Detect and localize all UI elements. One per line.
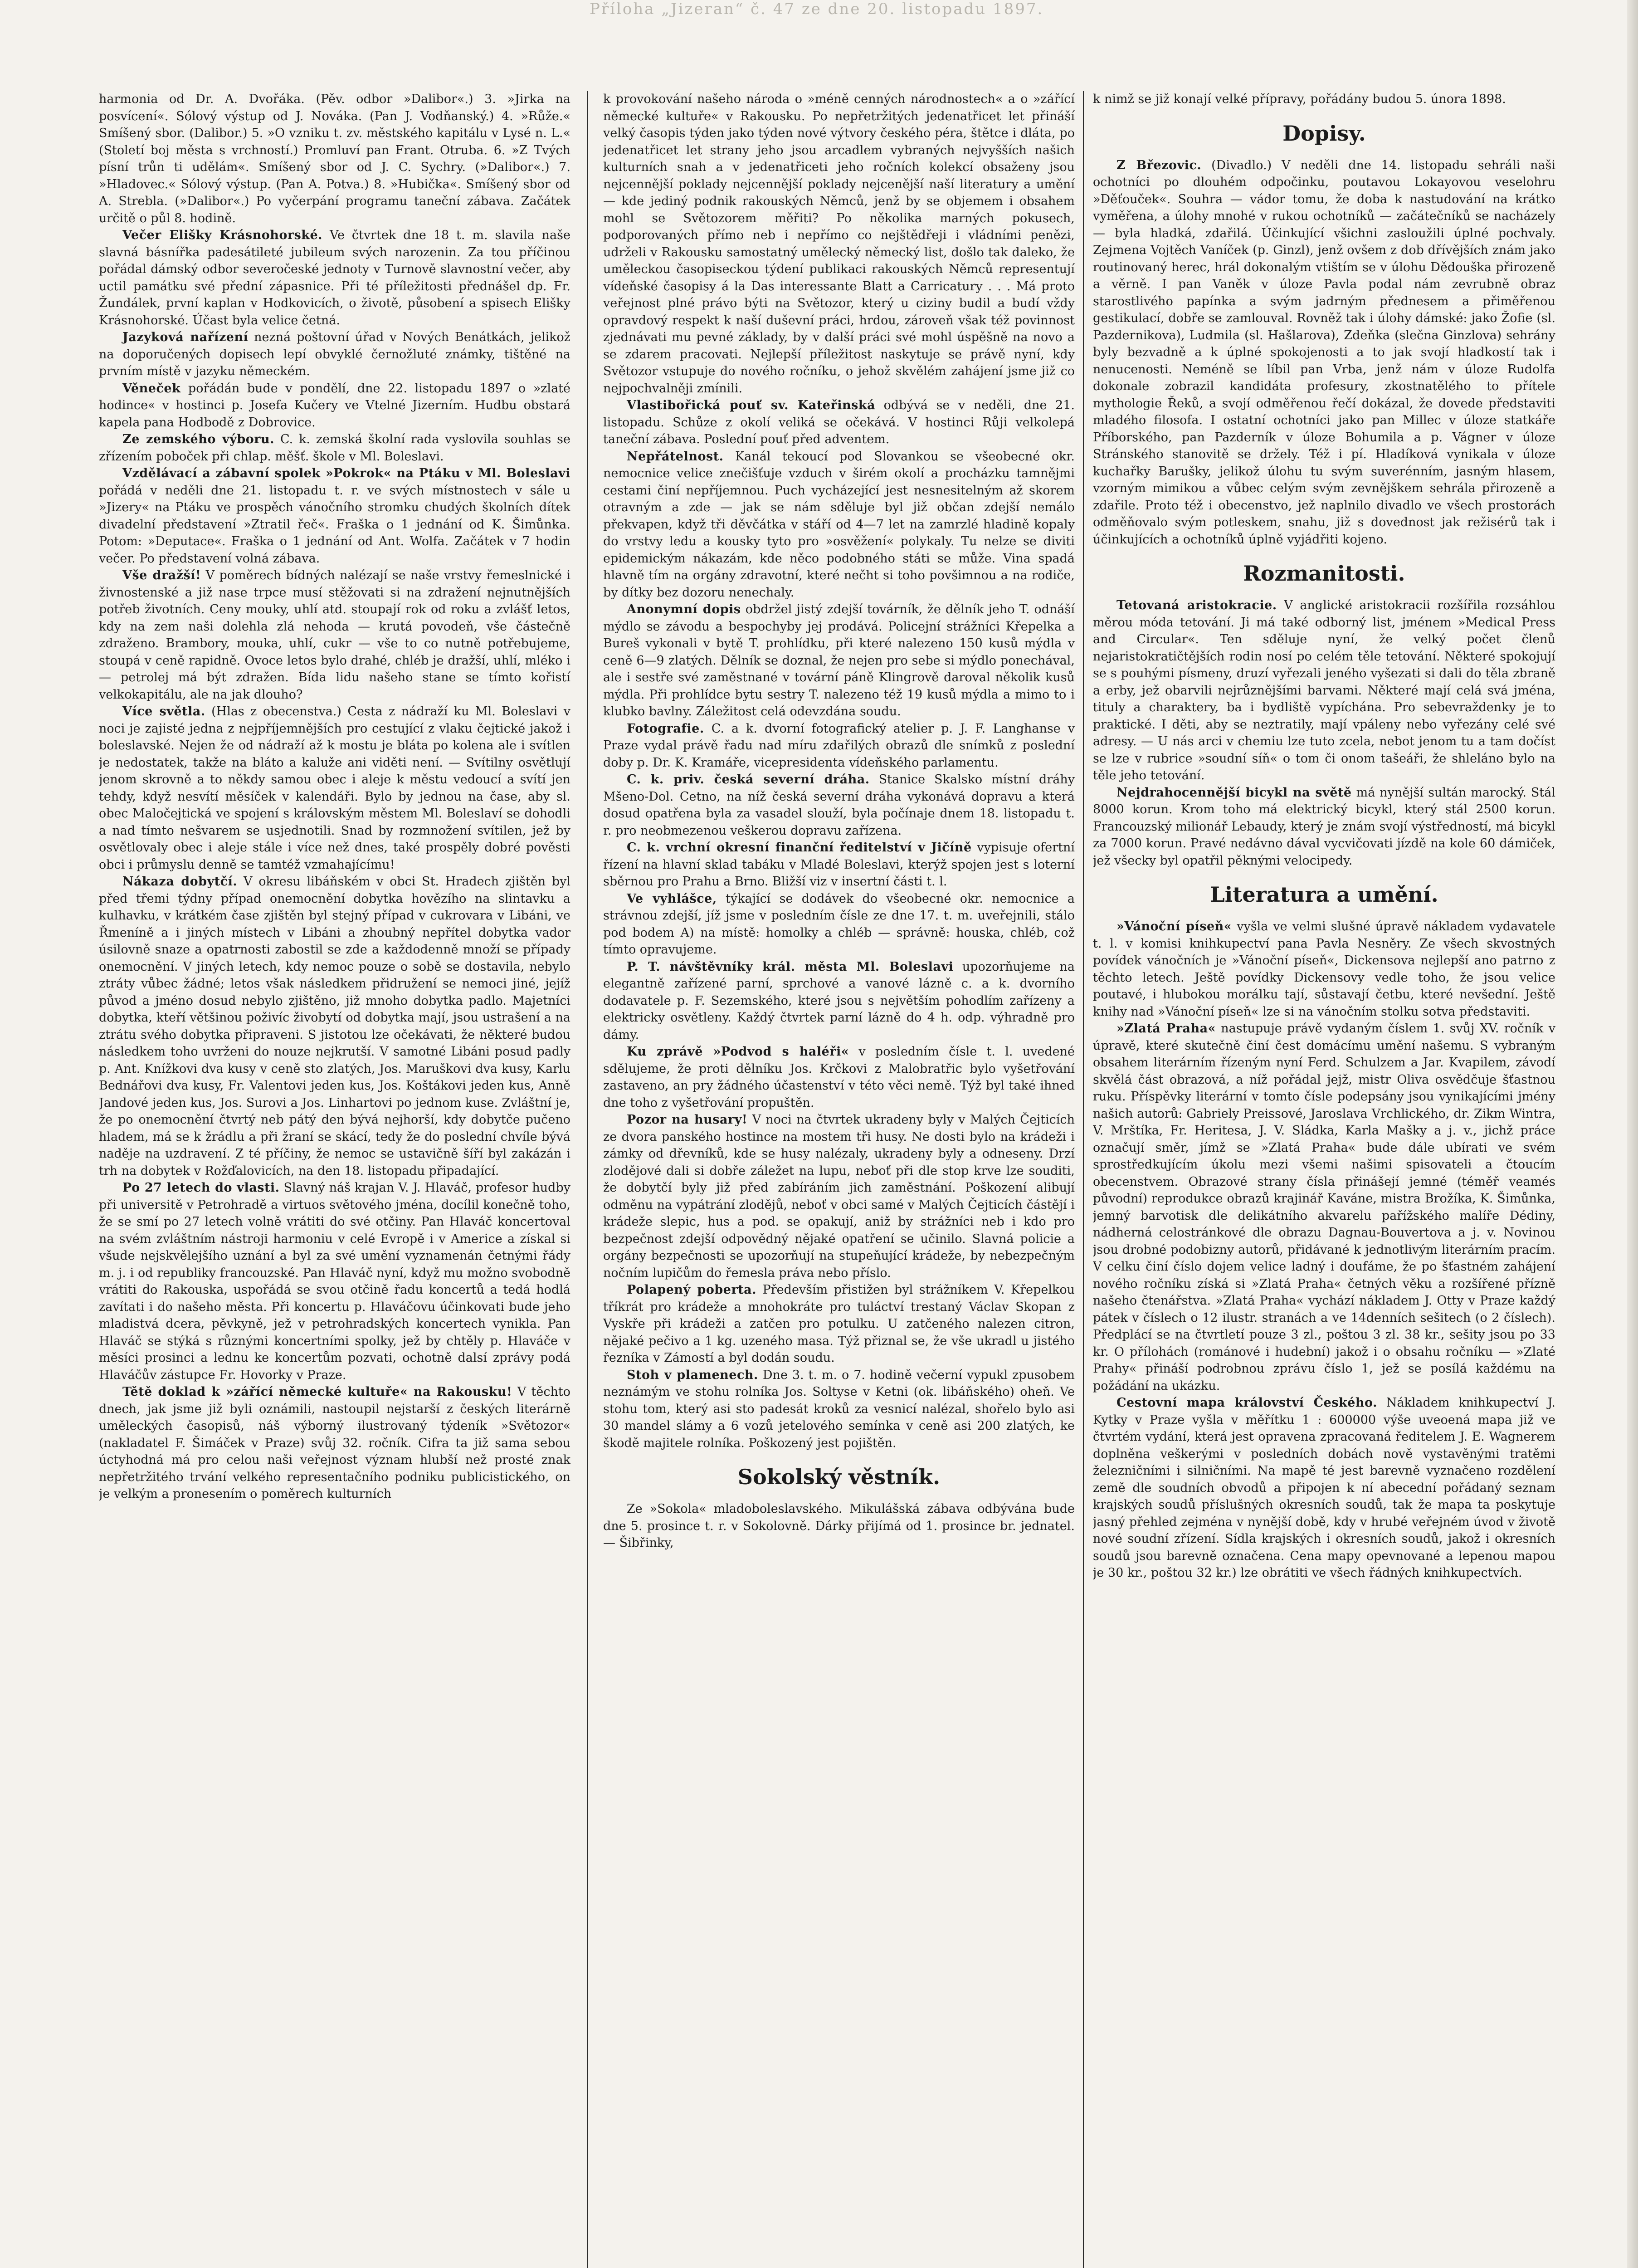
article-text: upozorňujeme na elegantně zařízené parní, sprchové a vanové lázně c. a k. dvorního dodavatele p. F. Sezemského, které jsou s největším pohodlím zařízeny a elektricky osvětleny. Každý čtvrtek parní lázně do 4 h. odp. výhradně pro dámy. — [603, 959, 1075, 1042]
article-paragraph — [1093, 784, 1555, 870]
article-text: V anglické aristokracii rozšířila rozsáhlou měrou móda tetování. Ji má také odborný list, jménem »Medical Press and Circular«. Ten sděluje nyní, že velký počet členů nejaristokratičtějších rodin nosí po celém těle tetování. Některé spokojují se s pouhými písmeny, druzí vyřezali jeného vyšezati si dali do těla zbraně a erby, jež obarvili nejrůznějšími barvami. Některé mají celá svá jména, tituly a charaktery, ba i bydliště vypíchána. Pro sebevraždenky je to praktické. I děti, aby se neztratily, mají vpáleny nebo vyřezány celé své adresy. — U nás arci v chemiu lze tuto zcela, nebot jenom tu a tam dočíst se lze v rubrice »soudní síň« o tom či onom tašeáři, že shleláno bylo na těle jeho tetování. — [1093, 598, 1555, 782]
article-paragraph — [603, 91, 1075, 397]
article-headline: C. k. vrchní okresní finanční ředitelství v Jičíně — [627, 841, 972, 855]
section-heading: Rozmanitosti. — [1243, 561, 1405, 586]
article-headline: »Vánoční píseň« — [1116, 919, 1232, 934]
article-paragraph — [603, 958, 1075, 1044]
article-headline: Anonymní dopis — [627, 602, 741, 616]
section-heading: Literatura a umění. — [1210, 882, 1438, 907]
article-paragraph — [603, 1043, 1075, 1111]
article-headline: Vzdělávací a zábavní spolek »Pokrok« na Ptáku v Ml. Boleslavi — [122, 466, 570, 480]
article-paragraph — [603, 1367, 1075, 1452]
article-headline: Ze zemského výboru. — [122, 432, 275, 446]
article-headline: Ku zprávě »Podvod s haléři« — [627, 1045, 849, 1059]
article-text: k provokování našeho národa o »méně cenných národnostech« a o »zářící německé kultuře« v Rakousku. Po nepřetržitých jedenatřicet let přináší velký časopis týden jako týden nové výtvory českého péra, štětce i dláta, po jedenatřicet let strany jeho jsou arcadlem vybraných nejvyšších našich kulturních snah a v jedenatřiceti jeho ročních kolekcí obsaženy jsou nejcennější poklady nejcennější poklady nejcenější naší literatury a umění — kde jediný podnik rakouských Němců, jenž by se objemem i obsahem mohl se Světozorem měřiti? Po několika marných pokusech, podporovaných přímo neb i nepřímo co nejštědřeji i vládními penězi, udrželi v Rakousku samostatný umělecký německý list, došlo tak daleko, že uměleckou časopiseckou týdení publikaci rakouských Němců representují vídeňské časopisy á la Das interessante Blatt a Carricatury . . . Má proto veřejnost plné právo býti na Světozor, který u ciziny budil a budí vždy opravdový respekt k naší duševní práci, hrdou, zároveň však též povinnost zjednávati mu pevné základy, by v další práci své mohl úspěšně na novo a se zdarem pracovati. Nejlepší příležitost naskytuje se právě nyní, kdy Světozor vstupuje do nového ročníku, o jehož skvělém zahájení jsme již co nejpochvalněji zmínili. — [603, 92, 1075, 396]
article-text: vyšla ve velmi slušné úpravě nákladem vydavatele t. l. v komisi knihkupectví pana Pavla Nesněry. Ze všech skvostných povídek vánočních je »Vánoční píseň«, Dickensova nejlepší ano patrno z těchto letech. Ještě povídky Dickensovy vedle toho, že jsou velice poutavé, i hlubokou morálku tají, sůstavají četbu, které nevšední. Ještě knihy nad »Vánoční píseň« lze si na vánočním stolku sotva představiti. — [1093, 919, 1555, 1019]
article-paragraph — [99, 380, 570, 431]
article-headline: Stoh v plamenech. — [627, 1368, 758, 1382]
article-paragraph — [603, 1111, 1075, 1281]
article-text: nezná poštovní úřad v Nových Benátkách, jelikož na doporučených dopisech lepí obvyklé černožluté známky, tištěné na prvním místě v jazyku německém. — [99, 330, 570, 378]
article-headline: Nákaza dobytčí. — [122, 875, 238, 889]
article-text: Nákladem knihkupectví J. Kytky v Praze vyšla v měřítku 1 : 600000 výše uveoená mapa již ve čtvrtém vydání, která jest opravena zpracovaná ředitelem J. E. Wagnerem doplněna veškerými v posledních dobách nově vystavěnými tratěmi železničními i silničními. Na mapě té jest barevně vyznačeno rozdělení země dle soudních obvodů a připojen k ní abecední pořádaný seznam krajských soudů příslušných okresních soudů, tak že mapa ta poskytuje jasný přehled zejména v nynější době, kdy v hrubé veřejném úvod v životě nové soudní zřízení. Sídla krajských i okresních soudů, jakož i okresních soudů jsou barevně označena. Cena mapy opevnované a lepenou mapou je 30 kr., poštou 32 kr.) lze obrátiti ve všech řádných knihkupectvích. — [1093, 1396, 1555, 1580]
column-rule — [587, 91, 588, 2268]
article-text: V poměrech bídných nalézají se naše vrstvy řemeslnické i živnostenské a již nase trpce musí stěžovati si na zdražení nejnutnějších potřeb životních. Ceny mouky, uhlí atd. stoupají rok od roku a zvlášť letos, kdy na zem naši dolehla zlá nehoda — krutá povodeň, vše částečně zdraženo. Brambory, mouka, uhlí, cukr — vše to co nutně potřebujeme, stoupá v ceně rapidně. Ovoce letos bylo drahé, chléb je dražší, uhlí, mléko i — petrolej má být zdražen. Bída lidu našeho stane se tímto kořistí velkokapitálu, ale na jak dlouho? — [99, 568, 570, 702]
article-paragraph — [603, 720, 1075, 772]
article-text: pořádán bude v pondělí, dne 22. listopadu 1897 o »zlaté hodince« v hostinci p. Josefa Kučery ve Vtelné Jizerním. Hudbu obstará kapela pana Hodbodě z Dobrovice. — [99, 381, 570, 430]
article-paragraph — [99, 91, 570, 227]
article-headline: P. T. návštěvníky král. města Ml. Boleslavi — [627, 959, 954, 974]
article-text: V těchto dnech, jak jsme již byli oznámili, nastoupil nejstarší z českých literárně uměleckých časopisů, náš výborný ilustrovaný týdeník »Světozor« (nakladatel F. Šimáček v Praze) svůj 32. ročník. Cifra ta již sama sebou úctyhodná má pro celou naši veřejnost význam hlubší než prosté znak nepřetržitého trvání velkého representačního podniku publicistického, on je velkým a pronesením o poměrech kulturních — [99, 1385, 570, 1501]
article-text: Slavný náš krajan V. J. Hlaváč, profesor hudby při universitě v Petrohradě a virtuos světového jména, docílil konečně toho, že se smí po 27 letech volně vrátiti do své otčiny. Pan Hlaváč koncertoval na svém zvláštním nástroji harmoniu v celé Evropě i v Americe a získal si všude nejskvělejšího uznání a byl za své umění vyznamenán četnými řády m. j. i od republiky francouzské. Pan Hlaváč nyní, když mu možno svobodně vrátiti do Rakouska, uspořádá se svou otčině řadu koncertů a tedá hodlá zavítati i do našeho města. Při koncertu p. Hlaváčovu účinkovati bude jeho mladistvá dcera, pěvkyně, jež v petrohradských koncertech vynikla. Pan Hlaváč se stýká s různými koncertními spolky, jež by chtěly p. Hlaváče v měsíci prosinci a lednu ke koncertům pozvati, ochotně dalsí zprávy podá Hlaváčův zástupce Fr. Hovorky v Praze. — [99, 1181, 570, 1382]
article-headline: Tětě doklad k »zářící německé kultuře« na Rakousku! — [122, 1385, 512, 1399]
column-right — [1093, 91, 1555, 2232]
article-paragraph — [1093, 1020, 1555, 1394]
column-rule — [1083, 91, 1084, 2268]
article-paragraph — [603, 397, 1075, 448]
article-headline: »Zlatá Praha« — [1116, 1022, 1216, 1036]
article-text: obdržel jistý zdejší továrník, že dělník jeho T. odnáší mýdlo se závodu a bespochyby jej prodává. Policejní strážníci Křepelka a Bureš vykonali v bytě T. prohlídku, při které nalezeno 150 kusů mýdla v ceně 6—9 zlatých. Dělník se doznal, že nejen pro sebe si mýdlo ponechával, ale i sestře své zaměstnané v tovární páně Klingrově daroval několik kusů mýdla. Při prohlídce bytu sestry T. nalezeno též 19 kusů mýdla a mimo to i klubko bavlny. Záležitost celá odevzdána soudu. — [603, 602, 1075, 719]
article-paragraph — [99, 329, 570, 380]
article-paragraph — [99, 431, 570, 465]
article-text: odbývá se v neděli, dne 21. listopadu. Schůze z okolí veliká se očekává. V hostinci Růji velkolepá taneční zábava. Poslední pouť před adventem. — [603, 398, 1075, 446]
article-paragraph — [603, 771, 1075, 839]
article-text: vypisuje ofertní řízení na hlavní sklad tabáku v Mladé Boleslavi, kterýž spojen jest s loterní sběrnou pro Prahu a Brno. Bližší viz v insertní části t. l. — [603, 841, 1075, 889]
article-text: (Divadlo.) V neděli dne 14. listopadu sehráli naši ochotníci po dlouhém odpočinku, poutavou Lokayovou veselohru »Děťouček«. Souhra — vádor tomu, že doba k nastudování na krátko vyměřena, a úlohy mnohé v rukou ochotníků — začátečníků se nacházely — byla hladká, zdařilá. Účinkující všichni zasloužili úplné pochvaly. Zejmena Vojtěch Vaníček (p. Ginzl), jenž ovšem z dob dřívějších znám jako routinovaný herec, hrál dokonalým vtištím se v úlohu Dědouška přirozeně a věrně. I pan Vaněk v úloze Pavla podal nám zevrubně obraz starostlivého papínka a svým jadrným přednesem a přiměřenou gestikulací, dobře se zamlouval. Rovněž tak i úlohy dámské: jako Žofie (sl. Pazdernikova), Ludmila (sl. Hašlarova), Zdeňka (slečna Ginzlova) sehrány byly bezvadně a k úplné spokojenosti a to jak svojí hladkostí tak i nenucenosti. Neméně se líbil pan Vrba, jenž nám v úloze Rudolfa dokonale zobrazil kandidáta profesury, zkostnatělého to přítele mythologie Řeků, a svojí odměřenou řečí dokázal, že dovede představiti mladého filosofa. I ostatní ochotníci jako pan Millec v úloze statkáře Příborského, pan Pazderník v úloze Bohumila a p. Vágner v úloze Stránského stanovitě se držely. Též i pí. Hladíková vynikala v úloze kuchařky Barušky, jelikož úlohu tu svým suverénním, jasným hlasem, vzorným mimikou a vůbec celým svým zevnějškem sehrála přirozeně a zdařile. Proto též i obecenstvo, jež naplnilo divadlo ve všech prostorách odměňovalo svým potleskem, snahu, již s dovednost jak režisérů tak i účinkujících a ochotníků úplně vyjádřiti kojeno. — [1093, 158, 1555, 547]
article-headline: Polapený poberta. — [627, 1283, 757, 1297]
article-text: má nynější sultán marocký. Stál 8000 korun. Krom toho má elektrický bicykl, který stál 2500 korun. Francouzský milionář Lebaudy, který je znám svojí výstředností, má bicykl za 7000 korun. Pravé nedávno dával vycvičovati jízdě na kole 60 dámiček, jež všecky byl opatřil pěknými velocipedy. — [1093, 785, 1555, 868]
article-text: v posledním čísle t. l. uvedené sdělujeme, že proti dělníku Jos. Krčkovi z Malobratřic bylo vyšetřování zastaveno, an pry žádného účastenství v této věci nemě. Týž byl také ihned dne toho z vyšetřování propuštěn. — [603, 1045, 1075, 1110]
article-headline: Ve vyhlášce, — [627, 891, 717, 906]
article-text: V okresu libáňském v obci St. Hradech zjištěn byl před třemi týdny případ onemocnění dobytka hovězího na slintavku a kulhavku, v krátkém čase zjištěn byl stejný případ v cukrovara v Libáni, ve Řmeníně a i jiných místech v Libáni a zhoubný nepřítel dobytka vador úsilovně snaze a opatrnosti zabostil se zde a každodenně množí se případy onemocnění. V jiných letech, kdy nemoc pouze o sobě se dostavila, nebylo ztráty vůbec žádné; letos však následkem přidružení se nemoci jiné, jejíž původ a jméno dosud nebylo zjištěno, již mnoho dobytka padlo. Majetníci dobytka, kteří většinou poživíc živobytí od dobytka mají, jsou ustrašení a na ztrátu svého dobytka připraveni. S jistotou lze očekávati, že některé budou následkem toho uvrženi do nouze nejkrutší. V samotné Libáni posud padly p. Ant. Knížkovi dva kusy v ceně sto zlatých, Jos. Maruškovi dva kusy, Karlu Bednářovi dva kusy, Fr. Valentovi jeden kus, Jos. Koštákovi jeden kus, Anně Jandové jeden kus, Jos. Surovi a Jos. Linhartovi po jednom kuse. Zvláštní je, že po onemocnění čtvrtý neb pátý den bývá nejhorší, kdy dobytče pučeno hladem, má se k žrádlu a při žraní se skácí, tedy že do poslední chvíle bývá naděje na uzdravení. Z té příčiny, že nemoc se ustavičně šíří byl zakázán i trh na dobytek v Rožďalovicích, na den 18. listopadu připadající. — [99, 875, 570, 1178]
article-headline: Fotografie. — [627, 721, 704, 736]
article-text: Ze »Sokola« mladoboleslavského. Mikulášská zábava odbývána bude dne 5. prosince t. r. v Sokolovně. Dárky přijímá od 1. prosince br. jednatel. — Šibřinky, — [603, 1502, 1075, 1550]
article-paragraph — [99, 703, 570, 873]
article-paragraph — [603, 890, 1075, 958]
article-text: Především přistižen byl strážníkem V. Křepelkou tříkrát pro krádeže a mnohokráte pro tuláctví trestaný Václav Skopan z Vyskře při krádeži a zatčen pro potulku. U zatčeného nalezen citron, nějaké pečivo a 1 kg. uzeného masa. Týž přiznal se, že vše ukradl u jistého řezníka v Zámostí a byl dodán soudu. — [603, 1283, 1075, 1365]
show-through-header: Příloha „Jizeran“ č. 47 ze dne 20. listopadu 1897. — [590, 0, 1044, 18]
article-text: harmonia od Dr. A. Dvořáka. (Pěv. odbor »Dalibor«.) 3. »Jirka na posvícení«. Sólový výstup od J. Nováka. (Pan J. Vodňanský.) 4. »Růže.« Smíšený sbor. (Dalibor.) 5. »O vzniku t. zv. městského kapitálu v Lysé n. L.« (Století boj města s vrchností.) Promluví pan Frant. Otruba. 6. »Z Tvých písní trůn ti udělám«. Smíšený sbor od J. C. Sychry. (»Dalibor«.) 7. »Hladovec.« Sólový výstup. (Pan A. Potva.) 8. »Hubička«. Smíšený sbor od A. Strebla. (»Dalibor«.) Po vyčerpání programu taneční zábava. Začátek určitě o půl 8. hodině. — [99, 92, 570, 225]
article-paragraph — [1093, 918, 1555, 1020]
article-paragraph — [1093, 1394, 1555, 1582]
section-heading: Dopisy. — [1282, 121, 1366, 146]
page-edge — [1627, 0, 1638, 2268]
article-headline: Vše dražší! — [122, 568, 201, 582]
article-text: k nimž se již konají velké přípravy, pořádány budou 5. února 1898. — [1093, 92, 1506, 106]
article-headline: Po 27 letech do vlasti. — [122, 1181, 280, 1195]
column-left — [99, 91, 570, 2268]
article-text: Dne 3. t. m. o 7. hodině večerní vypukl zpusobem neznámým ve stohu rolníka Jos. Soltyse v Ketni (ok. libáňského) oheň. Ve stohu tom, který asi sto padesát kroků za vesnicí nalézal, shořelo bylo asi 30 mandel slámy a 6 vozů jetelového semínka v ceně asi 200 zlatých, ke škodě majitele rolníka. Poškozený jest pojištěn. — [603, 1368, 1075, 1450]
article-paragraph — [99, 567, 570, 703]
article-text: C. k. zemská školní rada vyslovila souhlas se zřízením poboček při chlap. měšť. škole v Ml. Boleslavi. — [99, 432, 570, 464]
article-paragraph — [603, 1281, 1075, 1367]
article-paragraph — [99, 1179, 570, 1383]
article-headline: Nepřátelnost. — [627, 449, 724, 464]
article-headline: Jazyková nařízení — [122, 330, 249, 344]
article-text: nastupuje právě vydaným číslem 1. svůj XV. ročník v úpravě, které skutečně činí čest domácímu umění našemu. S vybraným obsahem literárním řízeným nyní Ferd. Schulzem a Jar. Kvapilem, závodí skvělá část obrazová, a níž pořádal jejž, mistr Oliva osvědčuje šťastnou ruku. Příspěvky literární v tomto čísle podepsány jsou vynikajícími jmény našich autorů: Gabriely Preissové, Jaroslava Vrchlického, dr. Zikm Wintra, V. Mrštíka, Fr. Heritesa, J. V. Sládka, Karla Mašky a j. v., jichž práce označují směr, jímž se »Zlatá Praha« bude dále ubírati ve svém sprostředkujícím úkolu mezi všemi našimi spisovateli a čtoucím obecenstvem. Obrazové strany čísla přinášejí jemné (téměř veamés původní) reprodukce obrazů krajinář Kaváne, mistra Brožíka, K. Šimůnka, jemný barvotisk dle delikátního akvarelu pařížského malíře Dédiny, nádherná celostránkové dle obrazu Dagnau-Bouvertova a j. v. Novinou jsou drobné podobizny autorů, přidávané k jednotlivým literárním pracím. V celku činí číslo dojem velice ladný i doufáme, že po šťastném zahájení nového ročníku získá si »Zlatá Praha« četných věku a rozšířené přízně našeho čtenářstva. »Zlatá Praha« vychází nákladem J. Otty v Praze každý pátek v číslech o 12 ilustr. stranách a ve 14denních sešitech (o 2 číslech). Předplácí se na čtvrtletí pouze 3 zl., poštou 3 zl. 38 kr., sešity jsou po 33 kr. O přílohách (románové i hudební) jakož i o obsahu ročníku — »Zlaté Prahy« přináší podrobnou zprávu číslo 1, jež se posílá každému na požádání na ukázku. — [1093, 1022, 1555, 1393]
article-headline: Tetovaná aristokracie. — [1116, 598, 1277, 612]
article-text: (Hlas z obecenstva.) Cesta z nádraží ku Ml. Boleslavi v noci je zajisté jedna z nejpříjemnějších pro cestující z vlaku čejtické jakož i boleslavské. Nejen že od nádraží až k mostu je bláta po kolena ale i svítlen je nedostatek, takže na bláto a kaluže ani viděti není. — Svítilny osvětlují jenom skrovně a to někdy samou obec i aleje k městu vedoucí a svítí jen tehdy, když nesvítí měsíček v kalendáři. Bylo by jednou na čase, aby sl. obec Maločejtická ve spojení s královským městem Ml. Boleslaví se dohodli a nad tímto nešvarem se usjednotili. Snad by rozmnožení svítilen, jež by osvětlovaly obec i aleje stále i více než dnes, také prospěly dobré pověsti obci i průmyslu denně se tamtéž vzmahajícímu! — [99, 704, 570, 872]
article-paragraph — [603, 839, 1075, 890]
article-headline: Nejdrahocennější bicykl na světě — [1116, 785, 1352, 800]
article-paragraph — [603, 1501, 1075, 1552]
section-heading: Sokolský věstník. — [737, 1465, 941, 1489]
article-headline: Více světla. — [122, 704, 205, 719]
article-paragraph — [1093, 91, 1555, 108]
article-text: Stanice Skalsko místní dráhy Mšeno-Dol. Cetno, na níž česká severní dráha vykonává dopravu a která dosud opatřena byla za vasadel slouží, byla počínaje dnem 18. listopadu t. r. pro neobmezenou veškerou dopravu zařízena. — [603, 772, 1075, 838]
article-text: V noci na čtvrtek ukradeny byly v Malých Čejticích ze dvora panského hostince na mostem tři husy. Ne dosti bylo na krádeži i zámky od dřevníků, kde se husy nalézaly, ukradeny byly a odneseny. Drzí zlodějové dali si dobře záležet na lupu, neboť při dle stop krve lze souditi, že dobytčí byly již před zabíráním jich zaměstnání. Poškození alibují odměnu na vypátrání zlodějů, neboť v obci samé v Malých Čejticích částějí i krádeže slepic, hus a pod. se opakují, aniž by strážníci neb i kdo pro bezpečnost zdejší odpovědný nějaké opatření se učinilo. Slavná policie a orgány bezpečnosti se upozorňují na stupeňující krádeže, by nebezpečným nočním lupičům do řemesla práva nebo příslo. — [603, 1113, 1075, 1280]
article-paragraph — [99, 227, 570, 329]
article-text: Ve čtvrtek dne 18 t. m. slavila naše slavná básnířka padesátileté jubileum svých narozenin. Za tou příčinou pořádal dámský odbor severočeské jednoty v Turnově slavnostní večer, aby uctil památku své přední zápasnice. Při té příležitosti přednášel dp. Fr. Žundálek, první kaplan v Hodkovicích, o životě, působení a spisech Elišky Krásnohorské. Účast byla velice četná. — [99, 228, 570, 327]
article-headline: Vlastibořická pouť sv. Kateřinská — [627, 398, 875, 412]
article-headline: C. k. priv. česká severní dráha. — [627, 772, 870, 787]
article-paragraph — [99, 873, 570, 1179]
article-paragraph — [1093, 157, 1555, 548]
article-headline: Věneček — [122, 381, 181, 396]
article-headline: Večer Elišky Krásnohorské. — [122, 228, 323, 242]
article-text: Kanál tekoucí pod Slovankou se všeobecné okr. nemocnice velice znečišťuje vzduch v širém okolí a procházku tamnějmi cestami činí nepříjemnou. Puch vycházející jest nesnesitelným až skorem otravným a zde — jak se nám sděluje byl již občan zdejší nemálo překvapen, když tři děvčátka v stáří od 4—7 let na zamrzlé hladině kopaly do vrstvy ledu a kousky tyto pro »osvěžení« polykaly. Tu nelze se diviti epidemickým nákazám, kde něco podobného státi se může. Vina spadá hlavně tím na orgány zdravotní, které nečht si toho povšimnou a na rodiče, by dítky bez dozoru nenechaly. — [603, 449, 1075, 600]
article-text: týkající se dodávek do všeobecné okr. nemocnice a strávnou zdejší, jíž jsme v posledním čísle ze dne 17. t. m. uveřejnili, stálo pod bodem A) na místě: homolky a chléb — správně: houska, chléb, což tímto opravujeme. — [603, 891, 1075, 957]
article-paragraph — [99, 1383, 570, 1503]
article-text: C. a k. dvorní fotografický atelier p. J. F. Langhanse v Praze vydal právě řadu nad míru zdařilých obrazů dle snímků z poslední doby p. Dr. K. Kramáře, vicepresidenta vídeňského parlamentu. — [603, 721, 1075, 770]
article-paragraph — [603, 448, 1075, 601]
article-paragraph — [99, 465, 570, 567]
article-paragraph — [603, 601, 1075, 720]
article-text: pořádá v neděli dne 21. listopadu t. r. ve svých místnostech v sále u »Jizery« na Ptáku ve prospěch vánočního stromku chudých školních dítek divadelní představení »Ztratil řeč«. Fraška o 1 jednání od K. Šimůnka. Potom: »Deputace«. Fraška o 1 jednání od Ant. Wolfa. Začátek v 7 hodin večer. Po představení volná zábava. — [99, 483, 570, 566]
article-paragraph — [1093, 597, 1555, 784]
column-middle — [603, 91, 1075, 2268]
article-headline: Z Březovic. — [1116, 158, 1202, 172]
article-headline: Pozor na husary! — [627, 1113, 748, 1127]
article-headline: Cestovní mapa království Českého. — [1116, 1396, 1377, 1410]
